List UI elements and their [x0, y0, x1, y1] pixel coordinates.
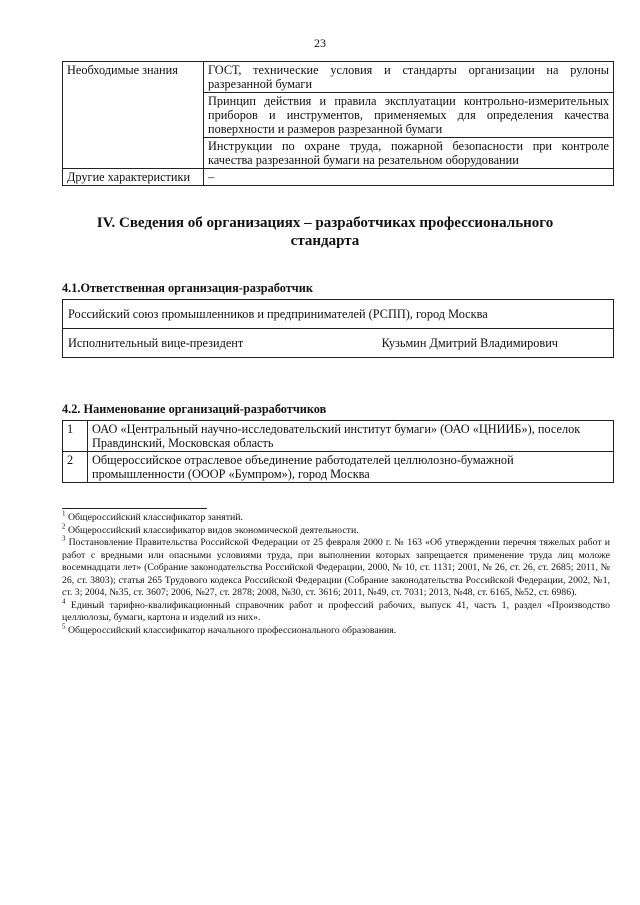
row-number: 2: [63, 452, 88, 483]
signatory-cell: [63, 329, 614, 358]
footnote-text: Общероссийский классификатор видов экономической деятельности.: [65, 524, 359, 536]
footnote: [62, 509, 610, 525]
footnote-mark: 2: [62, 522, 66, 531]
responsible-org-table: [62, 299, 614, 358]
developer-orgs-table: [62, 420, 614, 483]
footnote: [62, 597, 610, 625]
org-name: Российский союз промышленников и предпринимателей (РСПП), город Москва: [63, 300, 614, 329]
footnote-text: Постановление Правительства Российской Федерации от 25 февраля 2000 г. № 163 «Об утверждении перечня тяжелых работ и работ с вредными или опасными условиями труда, при выполнении которых запрещается применение труда лиц моложе восемнадцати лет» (Собрание законодательства Российской Федерации, 2000, № 10, ст. 1131; 2001, № 26, ст. 26, ст. 2685; 2011, № 26, ст. 3803); статья 265 Трудового кодекса Российской Федерации (Собрание законодательства Российской Федерации, 2002, №1, ст. 3; 2004, №35, ст. 3607; 2006, №27, ст. 2878; 2008, №30, ст. 3616; 2011, №49, ст. 7031; 2013, №48, ст. 6165, №52, ст. 6986).: [62, 537, 610, 598]
footnote-text: Единый тарифно-квалификационный справочник работ и профессий рабочих, выпуск 41, часть 1, раздел «Производство целлюлозы, бумаги, картона и изделий из них».: [62, 599, 610, 623]
signatory-position: Исполнительный вице-президент: [68, 336, 244, 350]
table-row: [63, 300, 614, 329]
table-row: [63, 329, 614, 358]
row-value: ГОСТ, технические условия и стандарты организации на рулоны разрезанной бумаги: [204, 62, 614, 93]
table-row: [63, 421, 614, 452]
table-row: [63, 62, 614, 93]
qualification-table: [62, 61, 614, 186]
footnote: [62, 534, 610, 600]
row-value: Принцип действия и правила эксплуатации контрольно-измерительных приборов и инструментов, применяемых для определения качества поверхности и размеров разрезанной бумаги: [204, 93, 614, 138]
responsible-org-heading: 4.1.Ответственная организация-разработчик: [62, 281, 313, 295]
signatory-name: Кузьмин Дмитрий Владимирович: [381, 336, 558, 350]
row-value: Инструкции по охране труда, пожарной безопасности при контроле качества разрезанной бумаги на резательном оборудовании: [204, 138, 614, 169]
row-label: Необходимые знания: [63, 62, 204, 169]
footnote-mark: 3: [62, 534, 66, 543]
footnote-text: Общероссийский классификатор начального профессионального образования.: [65, 624, 397, 636]
row-label: Другие характеристики: [63, 169, 204, 186]
table-row: [63, 452, 614, 483]
table-row: [63, 169, 614, 186]
footnote-divider: [62, 508, 207, 509]
footnote-text: Общероссийский классификатор занятий.: [65, 512, 243, 523]
footnote: [62, 522, 610, 538]
row-value: –: [204, 169, 614, 186]
org-name: Общероссийское отраслевое объединение работодателей целлюлозно-бумажной промышленности (ОООР «Бумпром»), город Москва: [88, 452, 614, 483]
footnote-mark: 4: [62, 597, 66, 606]
row-number: 1: [63, 421, 88, 452]
footnote: [62, 622, 610, 638]
footnotes: [62, 509, 610, 637]
section-title: IV. Сведения об организациях – разработчиках профессионального стандарта: [96, 215, 554, 249]
footnote-mark: 1: [62, 509, 66, 518]
org-name: ОАО «Центральный научно-исследовательский институт бумаги» (ОАО «ЦНИИБ»), поселок Правдинский, Московская область: [88, 421, 614, 452]
footnote-mark: 5: [62, 622, 66, 631]
page-number: 23: [314, 36, 326, 50]
developer-orgs-heading: 4.2. Наименование организаций-разработчиков: [62, 402, 327, 416]
